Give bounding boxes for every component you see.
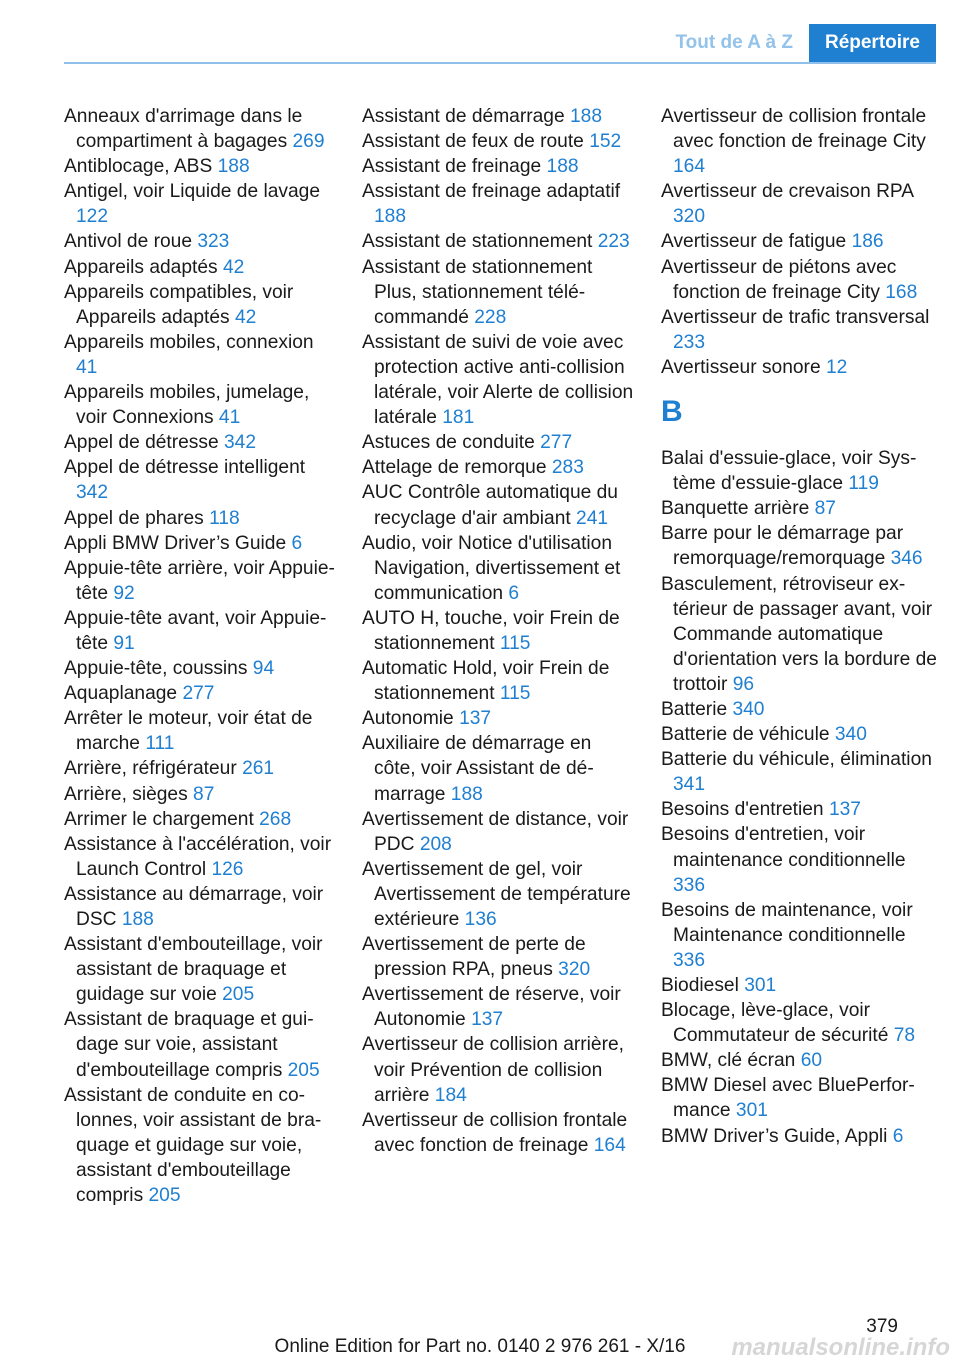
index-entry [64,656,336,681]
index-entry-page-link[interactable]: 301 [744,975,777,996]
index-entry-term: Besoins d'entretien, voir maintenance conditionnelle [661,824,906,871]
index-entry [661,572,937,697]
index-entry-term: Assistant de stationnement [362,231,598,253]
index-entry-page-link[interactable]: 6 [892,1125,904,1147]
index-entry [362,932,634,982]
page-header [0,0,960,62]
index-entry-term: Arrière, réfrigérateur [64,758,243,780]
index-entry-page-link[interactable]: 122 [76,206,109,228]
index-entry-page-link[interactable]: 115 [499,683,531,705]
index-entry-term: Barre pour le démarrage par remorquage/remorquage [661,523,904,570]
index-entry [661,697,937,722]
index-entry-page-link[interactable]: 41 [218,407,241,429]
index-entry-page-link[interactable]: 205 [222,984,255,1006]
index-entry [362,606,634,656]
index-entry [64,179,336,229]
index-entry-page-link[interactable]: 111 [145,733,175,755]
index-entry-page-link[interactable]: 228 [474,306,507,328]
index-entry [64,1007,336,1082]
index-entry [64,280,336,330]
index-entry-page-link[interactable]: 137 [471,1009,504,1031]
index-entry-term: Assistance à l'accélération, voir Launch Control [64,833,332,880]
index-entry-page-link[interactable]: 301 [735,1100,768,1122]
index-entry-term: Attelage de remorque [362,457,552,479]
index-entry [362,154,634,179]
watermark-logo: manualsonline.info [731,1334,950,1361]
index-entry [64,430,336,455]
index-entry-term: Avertisseur de collision arrière, voir Prévention de collision arrière [362,1034,624,1106]
index-entry-term: Appli BMW Driver’s Guide [64,532,292,554]
index-entry-term: Appareils mobiles, jumelage, voir Connexions [64,382,310,429]
index-entry-term: Avertisseur de fatigue [661,231,852,253]
index-entry-page-link[interactable]: 136 [464,909,497,930]
index-entry-term: Autonomie [362,708,460,730]
index-entry [362,430,634,455]
index-entry-term: Assistant de freinage [362,156,547,178]
index-entry-page-link[interactable]: 91 [113,632,135,654]
index-entry-page-link[interactable]: 126 [211,858,244,880]
index-entry [362,731,634,806]
index-entry [64,330,336,380]
index-entry [362,179,634,229]
index-entry [362,1108,634,1158]
index-entry-term: Antiblocage, ABS [64,156,218,178]
index-entry-page-link[interactable]: 277 [540,432,573,454]
index-entry-page-link[interactable]: 42 [222,256,245,278]
index-entry-page-link[interactable]: 186 [851,231,884,253]
index-entry-term: Appuie-tête, coussins [64,658,253,680]
index-entry [661,229,937,254]
index-entry [362,531,634,606]
index-entry-term: Batterie [661,698,733,720]
index-entry [64,882,336,932]
index-entry-page-link[interactable]: 6 [508,582,520,604]
index-entry [661,822,937,897]
index-entry [661,973,937,998]
index-entry-page-link[interactable]: 205 [148,1185,181,1207]
index-entry-page-link[interactable]: 205 [287,1059,320,1081]
index-entry-term: Assistant de suivi de voie avec protection active anti-collision latérale, voir Alerte de collision latérale [362,331,634,429]
index-entry [64,782,336,807]
index-entry [661,1073,937,1123]
index-entry-page-link[interactable]: 115 [499,632,531,654]
index-entry-term: Antivol de roue [64,231,198,253]
index-entry-term: Batterie du véhicule, élimination [661,749,932,771]
index-entry-term: Batterie de véhicule [661,724,835,746]
index-entry-page-link[interactable]: 268 [259,808,292,830]
index-entry [64,531,336,556]
index-entry [362,706,634,731]
index-entry-term: Aquaplanage [64,683,183,705]
index-entry [64,681,336,706]
index-entry-page-link[interactable]: 241 [576,507,609,529]
index-entry [362,857,634,932]
index-entry-term: Avertisseur sonore [661,356,826,378]
index-entry-page-link[interactable]: 323 [197,231,230,253]
index-entry-page-link[interactable]: 342 [224,432,257,454]
index-entry-page-link[interactable]: 137 [828,799,861,821]
index-entry-term: Avertisseur de piétons avec fonction de freinage City [661,256,897,303]
index-entry [362,255,634,330]
index-letter-heading: B [661,395,683,429]
index-entry-page-link[interactable]: 137 [459,708,492,730]
index-entry-page-link[interactable]: 188 [546,156,579,178]
index-entry [64,932,336,1007]
index-entry-page-link[interactable]: 164 [593,1134,626,1156]
index-entry [64,455,336,505]
index-entry-page-link[interactable]: 87 [814,498,836,520]
index-entry-page-link[interactable]: 118 [209,507,240,529]
index-entry-term: Avertissement de distance, voir PDC [362,808,629,855]
index-entry-page-link[interactable]: 12 [825,356,848,378]
index-entry-term: Arrimer le chargement [64,808,260,830]
index-entry-page-link[interactable]: 92 [113,582,135,604]
index-entry-page-link[interactable]: 6 [291,532,303,554]
index-entry [64,807,336,832]
index-entry [661,104,937,179]
index-entry-term: Avertissement de perte de pression RPA, pneus [362,934,586,981]
index-entry [362,656,634,706]
index-entry-term: Besoins d'entretien [661,799,829,821]
index-entry-term: Assistant de feux de route [362,131,590,153]
index-entry [64,1083,336,1208]
index-entry-term: Avertisseur de collision frontale avec fonction de freinage [362,1109,628,1156]
index-entry-page-link[interactable]: 261 [242,758,275,780]
index-entry-page-link[interactable]: 168 [885,281,918,303]
index-entry [64,506,336,531]
index-entry-term: Basculement, rétroviseur extérieur de passager avant, voir Commande automatique d'orientation vers la bordure de trottoir [661,573,937,695]
index-entry [661,446,937,496]
index-entry-term: Astuces de conduite [362,432,541,454]
index-entry-term: Antigel, voir Liquide de lavage [64,181,321,203]
header-divider [64,62,936,64]
index-entry-term: Biodiesel [661,975,745,996]
index-entry-term: Avertisseur de trafic transversal [661,306,930,328]
index-entry-page-link[interactable]: 188 [569,106,602,127]
index-entry-term: Appareils adaptés [64,256,223,278]
index-entry-term: Appel de détresse intelligent [64,457,306,479]
index-entry [64,380,336,430]
index-entry-term: Assistance au démarrage, voir DSC [64,883,324,930]
index-entry-page-link[interactable]: 78 [893,1025,916,1047]
index-entry [362,104,634,129]
index-entry-term: AUC Contrôle automatique du recyclage d'air ambiant [362,482,618,529]
index-entry-page-link[interactable]: 119 [848,473,879,495]
index-entry [64,832,336,882]
index-entry [362,480,634,530]
index-entry-page-link[interactable]: 336 [673,874,706,896]
index-entry-term: Appuie-tête avant, voir Appuie-tête [64,607,327,654]
index-entry-term: Avertissement de réserve, voir Autonomie [362,984,621,1031]
index-entry [362,982,634,1032]
index-entry-page-link[interactable]: 320 [673,206,706,228]
index-entry-page-link[interactable]: 233 [673,331,706,353]
index-entry [661,521,937,571]
index-entry-term: Avertisseur de crevaison RPA [661,181,914,203]
index-entry-term: Appuie-tête arrière, voir Appuie-tête [64,557,335,604]
index-entry-term: Appel de détresse [64,432,225,454]
index-entry [661,998,937,1048]
index-entry-term: Assistant de conduite en colonnes, voir assistant de braquage et guidage sur voie, assistant d'embouteillage compris [64,1084,322,1207]
index-entry-term: Banquette arrière [661,498,815,520]
index-entry-term: Auxiliaire de démarrage en côte, voir Assistant de démarrage [362,733,594,805]
index-entry-page-link[interactable]: 42 [234,306,257,328]
index-entry [362,330,634,430]
index-entry-term: Automatic Hold, voir Frein de stationnement [362,658,610,705]
index-entry [64,706,336,756]
index-entry [64,756,336,781]
index-entry [362,1032,634,1107]
index-entry-term: Assistant de braquage et guidage sur voie, assistant d'embouteillage compris [64,1009,314,1081]
index-entry-page-link[interactable]: 181 [442,407,475,429]
index-entry [661,747,937,797]
index-entry-page-link[interactable]: 87 [193,783,215,805]
index-entry [661,898,937,973]
index-entry [661,255,937,305]
index-column-1 [64,104,336,1208]
index-entry-page-link[interactable]: 152 [589,131,622,153]
index-entry [661,496,937,521]
index-entry [661,179,937,229]
index-entry-page-link[interactable]: 223 [597,231,630,253]
index-entry-page-link[interactable]: 277 [182,683,215,705]
index-entry-term: Balai d'essuie-glace, voir Système d'essuie-glace [661,448,917,495]
index-entry [661,1124,937,1149]
index-entry-page-link[interactable]: 94 [252,658,275,680]
index-entry-term: Avertisseur de collision frontale avec fonction de freinage City [661,106,927,153]
index-entry-page-link[interactable]: 336 [673,949,706,971]
index-entry-term: Assistant de freinage adaptatif [362,181,621,203]
index-entry [64,154,336,179]
index-entry [661,1048,937,1073]
tab-tout-de-a-a-z[interactable]: Tout de A à Z [675,32,793,53]
header-tabs [659,24,936,62]
index-entry-term: Audio, voir Notice d'utilisation Navigation, divertissement et communication [362,532,621,604]
index-entry [64,104,336,154]
index-entry-page-link[interactable]: 283 [551,457,584,479]
index-entry-term: Assistant de stationnement Plus, stationnement télécommandé [362,256,593,328]
index-entry-term: Appel de phares [64,507,210,529]
index-entry-page-link[interactable]: 164 [673,156,706,178]
index-entry-page-link[interactable]: 41 [76,356,98,378]
footer-edition-text: Online Edition for Part no. 0140 2 976 261 - X/16 [274,1336,686,1357]
index-entry [661,722,937,747]
index-entry [661,797,937,822]
index-entry [64,255,336,280]
index-entry-page-link[interactable]: 340 [834,724,867,746]
index-entry-term: Appareils compatibles, voir Appareils adaptés [64,281,294,328]
index-entry-term: Assistant d'embouteillage, voir assistant de braquage et guidage sur voie [64,934,323,1006]
index-column-2 [362,104,634,1158]
index-entry-page-link[interactable]: 320 [558,959,591,981]
index-entry-page-link[interactable]: 341 [673,774,706,796]
index-entry-term: Appareils mobiles, connexion [64,331,314,353]
index-entry [362,807,634,857]
index-entry-term: Avertissement de gel, voir Avertissement de température extérieure [362,858,631,930]
index-entry-page-link[interactable]: 208 [419,833,452,855]
index-entry [362,455,634,480]
index-entry-page-link[interactable]: 188 [374,206,407,228]
index-entry [661,305,937,355]
page-number: 379 [866,1316,898,1337]
index-entry-term: BMW, clé écran [661,1050,801,1072]
index-entry [362,229,634,254]
index-entry-page-link[interactable]: 188 [217,156,250,178]
index-entry-page-link[interactable]: 188 [121,909,154,930]
index-entry-page-link[interactable]: 96 [732,673,755,695]
index-entry-page-link[interactable]: 340 [732,698,765,720]
index-entry-term: Blocage, lève-glace, voir Commutateur de sécurité [661,1000,894,1047]
index-entry [362,129,634,154]
index-entry [64,606,336,656]
index-entry [64,229,336,254]
index-entry-page-link[interactable]: 184 [434,1084,467,1106]
index-entry-term: Assistant de démarrage [362,106,570,127]
index-entry-term: Anneaux d'arrimage dans le compartiment à bagages [64,106,303,153]
index-entry-page-link[interactable]: 188 [450,783,483,805]
index-entry-term: BMW Driver’s Guide, Appli [661,1125,893,1147]
index-entry-page-link[interactable]: 346 [890,548,923,570]
index-entry [64,556,336,606]
index-entry [661,355,937,380]
index-entry-page-link[interactable]: 342 [76,482,109,504]
tab-repertoire[interactable]: Répertoire [809,24,936,62]
index-entry-term: AUTO H, touche, voir Frein de stationnement [362,607,620,654]
index-entry-page-link[interactable]: 60 [800,1050,823,1072]
index-entry-page-link[interactable]: 269 [292,131,325,153]
index-entry-term: Arrière, sièges [64,783,194,805]
index-entry-term: BMW Diesel avec BluePerformance [661,1075,915,1122]
index-entry-term: Arrêter le moteur, voir état de marche [64,708,313,755]
index-column-3 [661,104,937,1149]
index-entry-term: Besoins de maintenance, voir Maintenance conditionnelle [661,899,913,946]
